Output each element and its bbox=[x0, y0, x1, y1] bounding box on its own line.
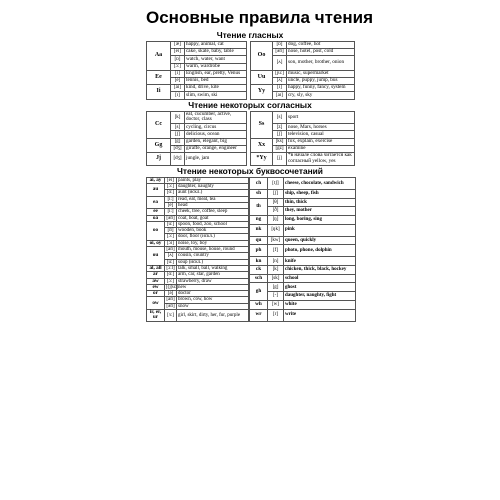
letter-combo-cell: sch bbox=[250, 274, 268, 283]
example-words-cell: photo, phone, dolphin bbox=[284, 245, 356, 257]
vowels-table bbox=[146, 41, 355, 100]
transcription-cell: [ɑ:] bbox=[165, 272, 177, 278]
letter-combo-cell: sh bbox=[250, 189, 268, 198]
transcription-cell: [kw] bbox=[268, 236, 284, 245]
table-row bbox=[250, 257, 356, 266]
transcription-cell: [ʃ] bbox=[171, 131, 185, 138]
transcription-cell: [i] bbox=[171, 70, 185, 77]
letter-cell: *Yy bbox=[251, 153, 273, 166]
example-words-cell: pink bbox=[284, 224, 356, 236]
example-words-cell: daughter, naughty, fight bbox=[284, 292, 356, 301]
example-words-cell: happy, animal, cat bbox=[185, 42, 247, 49]
transcription-cell: [æ] bbox=[171, 42, 185, 49]
letter-combo-cell: ir, er, ur bbox=[147, 310, 165, 322]
example-words-cell: delicious, ocean bbox=[185, 131, 247, 138]
transcription-cell: [e] bbox=[165, 203, 177, 209]
example-words-cell: head bbox=[177, 203, 249, 209]
example-words-cell: cheese, chocolate, sandwich bbox=[284, 177, 356, 189]
example-words-cell: spoon, food, zoo, school bbox=[177, 221, 249, 227]
transcription-cell: [əʊ] bbox=[166, 303, 175, 309]
example-words-cell: eat, cucumber, active, doctor, class bbox=[185, 111, 247, 124]
example-words-cell: long, boring, sing bbox=[284, 215, 356, 224]
example-words-cell: door, floor (искл.) bbox=[177, 234, 249, 240]
transcription-cell: [f] bbox=[268, 245, 284, 257]
example-words-cell: nose, hotel, post, cold bbox=[287, 49, 355, 56]
transcription-cell: [aɪ] bbox=[273, 92, 287, 99]
example-words-cell: garden, elegant, big bbox=[185, 138, 247, 145]
letter-combo-cell: gh bbox=[250, 283, 268, 300]
example-words-cell: cry, sly, sky bbox=[287, 92, 355, 99]
transcription-cell: [g] bbox=[171, 138, 185, 145]
letter-cell: Ss bbox=[251, 111, 273, 138]
example-words-cell: fox, explain, exercise bbox=[287, 138, 355, 145]
transcription-cell: [ɒ] bbox=[171, 56, 185, 63]
transcription-cell: [ɔ:] bbox=[165, 234, 177, 240]
example-words-cell: nose, Mars, horses bbox=[287, 124, 355, 131]
transcription-cell: [n] bbox=[268, 257, 284, 266]
example-words-cell: white bbox=[284, 300, 356, 309]
letter-combo-cell: qu bbox=[250, 236, 268, 245]
letter-combo-cell: wh bbox=[250, 300, 268, 309]
example-words-cell: slim, swim, ski bbox=[185, 92, 247, 99]
transcription-cell: [i:] bbox=[165, 209, 177, 215]
letter-cell: Uu bbox=[251, 70, 273, 84]
letter-cell: Jj bbox=[147, 153, 171, 166]
letter-combo-cell: th bbox=[250, 198, 268, 215]
transcription-cell: [ɔ:] bbox=[165, 184, 177, 190]
example-words-cell: paints, play bbox=[177, 177, 249, 183]
table-row bbox=[250, 283, 356, 292]
transcription-cell: [i] bbox=[273, 85, 287, 92]
transcription-cell: [k] bbox=[268, 266, 284, 275]
example-words-cell: uncle, puppy, jump, bus bbox=[287, 77, 355, 84]
example-words-cell: girl, skirt, dirty, her, fur, purple bbox=[177, 310, 249, 322]
transcription-cell: [ʌ] bbox=[273, 56, 287, 70]
transcription-cell: [u:] bbox=[165, 259, 177, 265]
letter-combo-cell: oa bbox=[147, 215, 165, 221]
example-words-cell: watch, water, want bbox=[185, 56, 247, 63]
letter-combo-cell: kn bbox=[250, 257, 268, 266]
letter-cell: Yy bbox=[251, 85, 273, 99]
example-words-cell: tennis, bed bbox=[185, 77, 247, 84]
transcription-cell: [əʊ] bbox=[273, 49, 287, 56]
transcription-cell: [aɪ] bbox=[171, 85, 185, 92]
transcription-cell: [ə] bbox=[165, 291, 177, 297]
example-words-cell: new bbox=[177, 284, 249, 290]
transcription-cell: [ʌ] bbox=[165, 253, 177, 259]
example-words-cell: soup (искл.) bbox=[177, 259, 249, 265]
transcription-cell: [ð] bbox=[268, 207, 284, 216]
example-words-cell: kind, drive, kite bbox=[185, 85, 247, 92]
example-words-cell: chicken, thick, black, hockey bbox=[284, 266, 356, 275]
example-words-cell: wooden, book bbox=[177, 228, 249, 234]
combos-left-table bbox=[146, 177, 249, 322]
example-words-cell: *в начале слова читается как согласный yellow, yes bbox=[287, 153, 355, 166]
transcription-cell: [tʃ] bbox=[268, 177, 284, 189]
example-words-cell: warm, wardrobe bbox=[185, 63, 247, 70]
transcription-cell: [dʒ] bbox=[171, 153, 185, 166]
example-words-cell: sport bbox=[287, 111, 355, 124]
letter-combo-cell: ea bbox=[147, 196, 165, 209]
letter-combo-cell: au bbox=[147, 184, 165, 197]
letter-combo-cell: wr bbox=[250, 309, 268, 321]
table-row bbox=[250, 198, 356, 207]
table-row bbox=[250, 300, 356, 309]
example-words-cell: aunt (искл.) bbox=[177, 190, 249, 196]
example-words-cell: mouth, mouse, house, round bbox=[177, 247, 249, 253]
example-words-cell: ship, sheep, fish bbox=[284, 189, 356, 198]
table-row bbox=[147, 85, 355, 92]
letter-combo-cell: al, all bbox=[147, 265, 165, 271]
transcription-cell: [z] bbox=[273, 124, 287, 131]
page-title: Основные правила чтения bbox=[146, 8, 374, 27]
letter-cell: Xx bbox=[251, 138, 273, 152]
transcription-cell: [(j)u:] bbox=[166, 284, 178, 290]
transcription-cell: [ʌ] bbox=[273, 77, 287, 84]
letter-combo-cell: ow bbox=[147, 297, 165, 310]
transcription-cell: [ŋ] bbox=[268, 215, 284, 224]
example-words-cell: they, mother bbox=[284, 207, 356, 216]
table-row bbox=[250, 189, 356, 198]
letter-cell: Gg bbox=[147, 138, 171, 152]
example-words-cell: strawberry, draw bbox=[177, 278, 249, 284]
example-words-cell: happy, funny, fancy, system bbox=[287, 85, 355, 92]
transcription-cell: [əʊ] bbox=[166, 215, 175, 221]
example-words-cell: queen, quickly bbox=[284, 236, 356, 245]
transcription-cell: [ɔ:] bbox=[165, 278, 177, 284]
table-row bbox=[147, 153, 355, 166]
transcription-cell: [ʃ] bbox=[268, 189, 284, 198]
transcription-cell: [eɪ] bbox=[171, 49, 185, 56]
example-words-cell: English, ear, pretty, Venus bbox=[185, 70, 247, 77]
example-words-cell: cycling, circus bbox=[185, 124, 247, 131]
example-words-cell: noise, toy, boy bbox=[177, 240, 249, 246]
combos-right-table bbox=[249, 177, 356, 322]
table-row bbox=[147, 247, 249, 253]
transcription-cell: [-] bbox=[268, 292, 284, 301]
letter-combo-cell: nk bbox=[250, 224, 268, 236]
letter-combo-cell: oo bbox=[147, 221, 165, 240]
table-row bbox=[147, 138, 355, 145]
example-words-cell: write bbox=[284, 309, 356, 321]
table-row bbox=[250, 274, 356, 283]
letter-combo-cell: ph bbox=[250, 245, 268, 257]
transcription-cell: [ɑ:] bbox=[165, 190, 177, 196]
table-row bbox=[250, 236, 356, 245]
example-words-cell: jungle, jam bbox=[185, 153, 247, 166]
transcription-cell: [e] bbox=[171, 77, 185, 84]
table-row bbox=[250, 309, 356, 321]
example-words-cell: brown, cow, how bbox=[177, 297, 249, 303]
table-row bbox=[250, 266, 356, 275]
vowels-heading: Чтение гласных bbox=[216, 30, 284, 40]
transcription-cell: [ɜ:] bbox=[165, 310, 177, 322]
letter-cell: Oo bbox=[251, 42, 273, 71]
example-words-cell: coat, boat, goat bbox=[177, 215, 249, 221]
transcription-cell: [i:] bbox=[165, 196, 177, 202]
example-words-cell: music, supermarket bbox=[287, 70, 355, 77]
transcription-cell: [s] bbox=[171, 124, 185, 131]
table-row bbox=[250, 177, 356, 189]
transcription-cell: [aʊ] bbox=[166, 297, 175, 303]
transcription-cell: [ks] bbox=[273, 138, 287, 145]
table-row bbox=[250, 224, 356, 236]
letter-combo-cell: ee bbox=[147, 209, 165, 215]
example-words-cell: giraffe, orange, engineer bbox=[185, 145, 247, 152]
combos-block bbox=[146, 177, 354, 322]
example-words-cell: talk, small, ball, walking bbox=[177, 265, 249, 271]
transcription-cell: [ɔɪ] bbox=[165, 240, 177, 246]
transcription-cell: [g] bbox=[268, 283, 284, 292]
transcription-cell: [ʊ] bbox=[165, 228, 177, 234]
transcription-cell: [ŋk] bbox=[268, 224, 284, 236]
transcription-cell: [θ] bbox=[268, 198, 284, 207]
transcription-cell: [r] bbox=[268, 309, 284, 321]
example-words-cell: cousin, country bbox=[177, 253, 249, 259]
example-words-cell: doctor bbox=[177, 291, 249, 297]
transcription-cell: [ɪ] bbox=[171, 92, 185, 99]
letter-combo-cell: ar bbox=[147, 272, 165, 278]
example-words-cell: son, mother, brother, onion bbox=[287, 56, 355, 70]
transcription-cell: [aʊ] bbox=[166, 247, 175, 253]
example-words-cell: thin, thick bbox=[284, 198, 356, 207]
transcription-cell: [s] bbox=[273, 111, 287, 124]
example-words-cell: cake, skate, baby, table bbox=[185, 49, 247, 56]
letter-combo-cell: ew bbox=[147, 284, 165, 290]
example-words-cell: examine bbox=[287, 145, 355, 152]
letter-combo-cell: or bbox=[147, 291, 165, 297]
letter-cell: Cc bbox=[147, 111, 171, 138]
transcription-cell: [u:] bbox=[165, 221, 177, 227]
example-words-cell: dog, coffee, hot bbox=[287, 42, 355, 49]
example-words-cell: television, casual bbox=[287, 131, 355, 138]
transcription-cell: [ɔ:l] bbox=[166, 265, 175, 271]
example-words-cell: snow bbox=[177, 303, 249, 309]
transcription-cell: [gz] bbox=[273, 145, 287, 152]
transcription-cell: [eɪ] bbox=[165, 177, 177, 183]
example-words-cell: read, eat, meat, tea bbox=[177, 196, 249, 202]
example-words-cell: school bbox=[284, 274, 356, 283]
letter-combo-cell: ng bbox=[250, 215, 268, 224]
example-words-cell: cheek, tree, coffee, sleep bbox=[177, 209, 249, 215]
table-row bbox=[147, 111, 355, 124]
table-row bbox=[147, 310, 249, 322]
transcription-cell: [dʒ] bbox=[171, 145, 185, 152]
letter-combo-cell: aw bbox=[147, 278, 165, 284]
example-words-cell: ghost bbox=[284, 283, 356, 292]
letter-combo-cell: ck bbox=[250, 266, 268, 275]
letter-cell: Ii bbox=[147, 85, 171, 99]
combos-heading: Чтение некоторых буквосочетаний bbox=[177, 165, 323, 176]
transcription-cell: [ju:] bbox=[273, 70, 287, 77]
transcription-cell: [k] bbox=[171, 111, 185, 124]
transcription-cell: [ʃ] bbox=[273, 131, 287, 138]
reading-rules-sheet bbox=[146, 6, 374, 496]
letter-combo-cell: ai, ay bbox=[147, 177, 165, 183]
letter-combo-cell: ch bbox=[250, 177, 268, 189]
table-row bbox=[250, 245, 356, 257]
transcription-cell: [w] bbox=[268, 300, 284, 309]
transcription-cell: [sk] bbox=[268, 274, 284, 283]
transcription-cell: [ɔ:] bbox=[171, 63, 185, 70]
table-row bbox=[250, 215, 356, 224]
letter-combo-cell: oi, oy bbox=[147, 240, 165, 246]
letter-combo-cell: ou bbox=[147, 247, 165, 266]
transcription-cell: [ɒ] bbox=[273, 42, 287, 49]
consonants-heading: Чтение некоторых согласных bbox=[188, 99, 312, 110]
consonants-table bbox=[146, 111, 355, 166]
letter-cell: Ee bbox=[147, 70, 171, 84]
letter-cell: Aa bbox=[147, 42, 171, 71]
example-words-cell: arm, car, star, garden bbox=[177, 272, 249, 278]
example-words-cell: daughter, naughty bbox=[177, 184, 249, 190]
example-words-cell: knife bbox=[284, 257, 356, 266]
transcription-cell: [j] bbox=[273, 153, 287, 166]
